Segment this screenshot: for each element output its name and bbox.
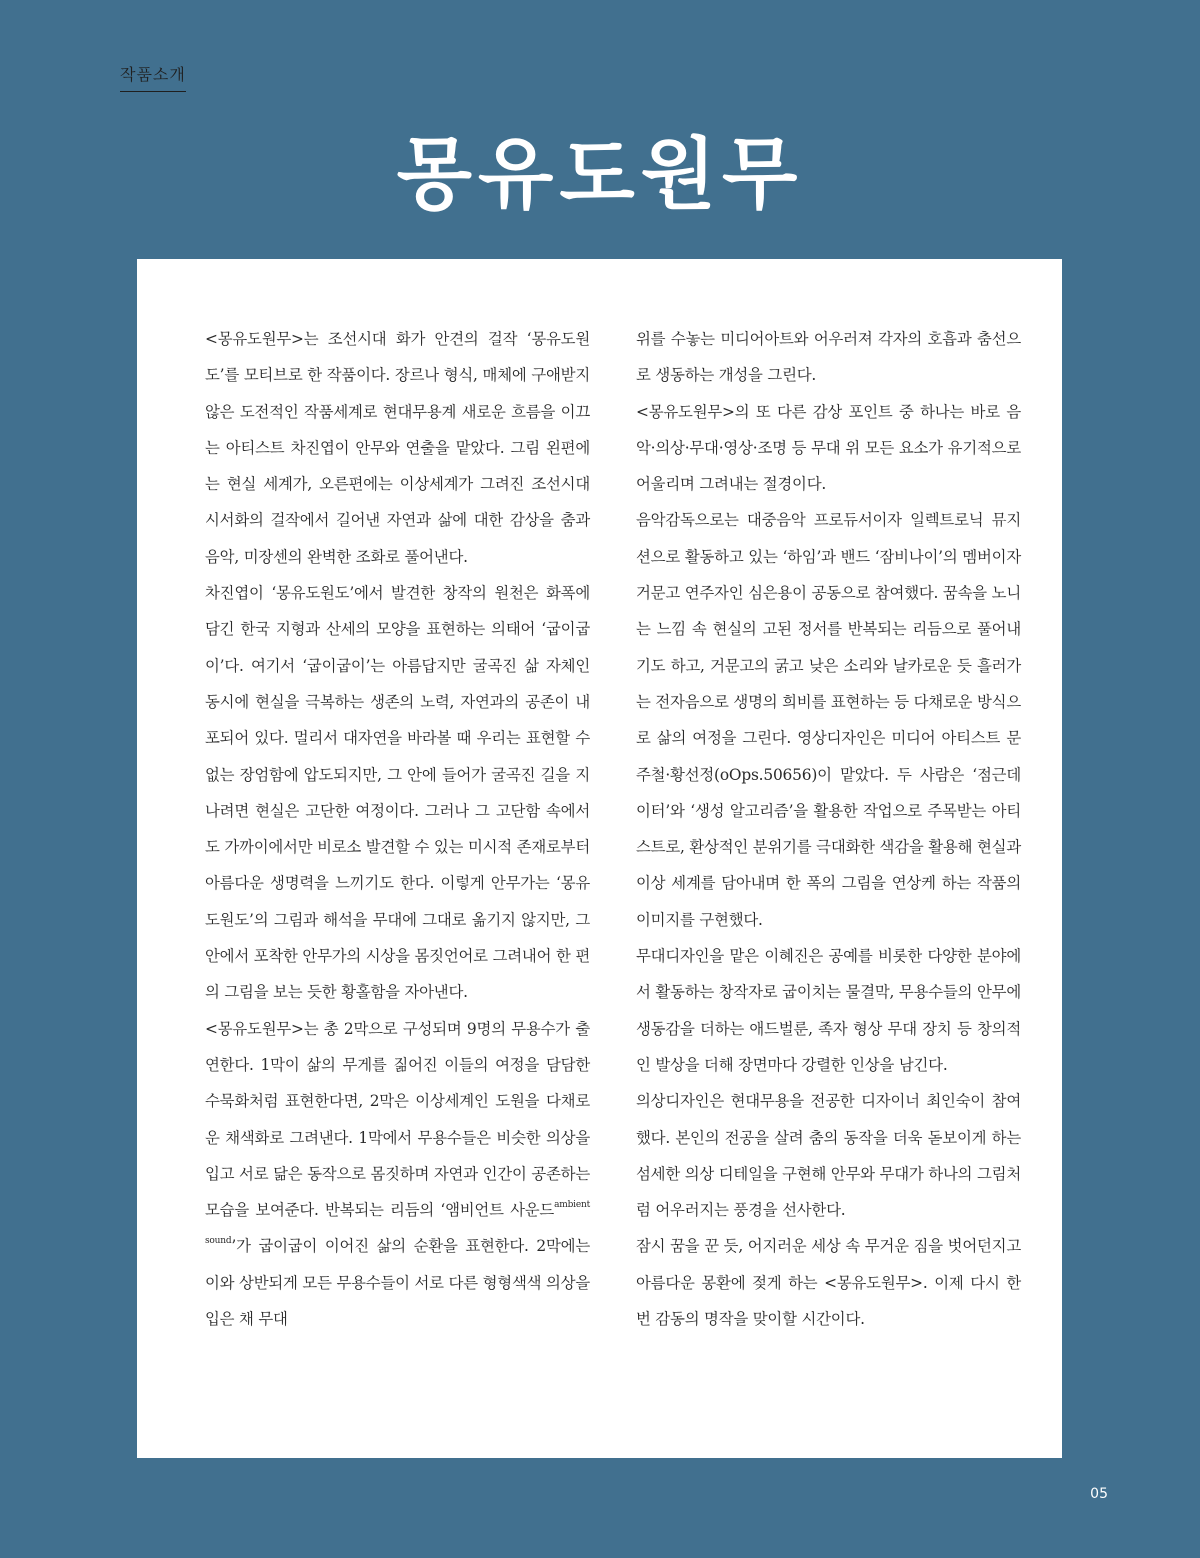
- page-title: 몽유도원무: [396, 129, 804, 220]
- paragraph-text: <몽유도원무>는 총 2막으로 구성되며 9명의 무용수가 출연한다. 1막이 삶의 무게를 짊어진 이들의 여정을 담담한 수묵화처럼 표현한다면, 2막은 이상세계인 도원을 다채로운 채색화로 그려낸다. 1막에서 무용수들은 비슷한 의상을 입고 서로 닮은 동작으로 몸짓하며 자연과 인간이 공존하는 모습을 보여준다. 반복되는 리듬의 ‘앰비언트 사운드: [205, 1019, 590, 1220]
- paragraph: <몽유도원무>의 또 다른 감상 포인트 중 하나는 바로 음악·의상·무대·영상·조명 등 무대 위 모든 요소가 유기적으로 어울리며 그려내는 절경이다.: [636, 402, 1021, 494]
- left-column: [205, 321, 590, 1337]
- article-panel: [137, 259, 1062, 1458]
- paragraph: 음악감독으로는 대중음악 프로듀서이자 일렉트로닉 뮤지션으로 활동하고 있는 ‘하임’과 밴드 ‘잠비나이’의 멤버이자 거문고 연주자인 심은용이 공동으로 참여했다. 꿈속을 노니는 느낌 속 현실의 고된 정서를 반복되는 리듬으로 풀어내기도 하고, 거문고의 굵고 낮은 소리와 날카로운 듯 흘러가는 전자음으로 생명의 희비를 표현하는 등 다채로운 방식으로 삶의 여정을 그린다. 영상디자인은 미디어 아티스트 문주철·황선정(oOps.50656)이 맡았다. 두 사람은 ‘점근데이터’와 ‘생성 알고리즘’을 활용한 작업으로 주목받는 아티스트로, 환상적인 분위기를 극대화한 색감을 활용해 현실과 이상 세계를 담아내며 한 폭의 그림을 연상케 하는 작품의 이미지를 구현했다.: [636, 511, 1021, 929]
- section-label: 작품소개: [120, 62, 186, 92]
- paragraph-text: ’가 굽이굽이 이어진 삶의 순환을 표현한다. 2막에는 이와 상반되게 모든 무용수들이 서로 다른 형형색색 의상을 입은 채 무대: [205, 1237, 590, 1329]
- paragraph: [205, 1011, 590, 1338]
- ambient-sound-superscript: ambient sound: [205, 1200, 590, 1247]
- paragraph: 잠시 꿈을 꾼 듯, 어지러운 세상 속 무거운 짐을 벗어던지고 아름다운 몽환에 젖게 하는 <몽유도원무>. 이제 다시 한번 감동의 명작을 맞이할 시간이다.: [636, 1237, 1021, 1329]
- paragraph: 차진엽이 ‘몽유도원도’에서 발견한 창작의 원천은 화폭에 담긴 한국 지형과 산세의 모양을 표현하는 의태어 ‘굽이굽이’다. 여기서 ‘굽이굽이’는 아름답지만 굴곡진 삶 자체인 동시에 현실을 극복하는 생존의 노력, 자연과의 공존이 내포되어 있다. 멀리서 대자연을 바라볼 때 우리는 표현할 수 없는 장엄함에 압도되지만, 그 안에 들어가 굴곡진 길을 지나려면 현실은 고단한 여정이다. 그러나 그 고단함 속에서도 가까이에서만 비로소 발견할 수 있는 미시적 존재로부터 아름다운 생명력을 느끼기도 한다. 이렇게 안무가는 ‘몽유도원도’의 그림과 해석을 무대에 그대로 옮기지 않지만, 그 안에서 포착한 안무가의 시상을 몸짓언어로 그려내어 한 편의 그림을 보는 듯한 황홀함을 자아낸다.: [205, 584, 590, 1002]
- right-column: [636, 321, 1021, 1337]
- paragraph: 의상디자인은 현대무용을 전공한 디자이너 최인숙이 참여했다. 본인의 전공을 살려 춤의 동작을 더욱 돋보이게 하는 섬세한 의상 디테일을 구현해 안무와 무대가 하나의 그림처럼 어우러지는 풍경을 선사한다.: [636, 1092, 1021, 1220]
- page-number: 05: [1090, 1486, 1108, 1502]
- paragraph: 위를 수놓는 미디어아트와 어우러져 각자의 호흡과 춤선으로 생동하는 개성을 그린다.: [636, 330, 1021, 385]
- paragraph: <몽유도원무>는 조선시대 화가 안견의 걸작 ‘몽유도원도’를 모티브로 한 작품이다. 장르나 형식, 매체에 구애받지 않은 도전적인 작품세계로 현대무용계 새로운 흐름을 이끄는 아티스트 차진엽이 안무와 연출을 맡았다. 그림 왼편에는 현실 세계가, 오른편에는 이상세계가 그려진 조선시대 시서화의 걸작에서 길어낸 자연과 삶에 대한 감상을 춤과 음악, 미장센의 완벽한 조화로 풀어낸다.: [205, 330, 590, 566]
- paragraph: 무대디자인을 맡은 이혜진은 공예를 비롯한 다양한 분야에서 활동하는 창작자로 굽이치는 물결막, 무용수들의 안무에 생동감을 더하는 애드벌룬, 족자 형상 무대 장치 등 창의적인 발상을 더해 장면마다 강렬한 인상을 남긴다.: [636, 947, 1021, 1074]
